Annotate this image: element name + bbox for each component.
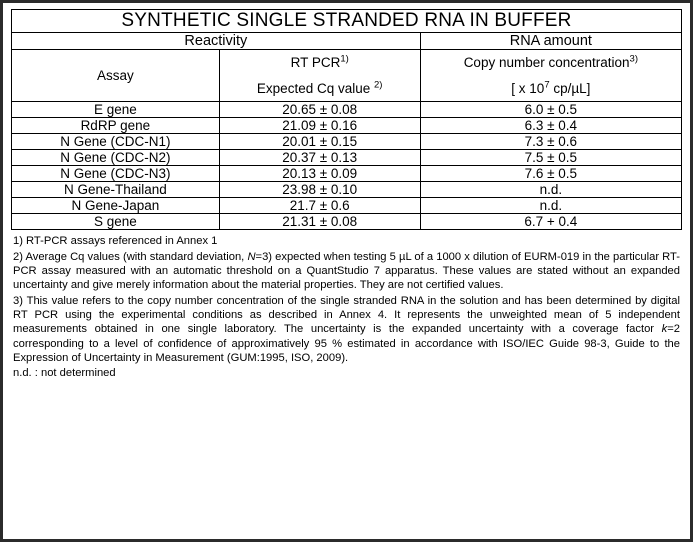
assay-name: N Gene (CDC-N3) (12, 166, 220, 182)
table-row (12, 182, 682, 198)
footnote-marker-3: 3) (629, 53, 638, 65)
column-header-assay: Assay (12, 50, 220, 102)
assay-name: N Gene (CDC-N2) (12, 150, 220, 166)
assay-name: N Gene-Japan (12, 198, 220, 214)
copy-number: n.d. (420, 198, 681, 214)
column-header-copy-line2: [ x $10^7$ cp/µL] (511, 79, 591, 96)
group-header-reactivity: Reactivity (12, 33, 421, 50)
copy-number: n.d. (420, 182, 681, 198)
table-row (12, 166, 682, 182)
column-header-copy-line1: Copy number concentration$^{3)}$ (463, 53, 638, 70)
column-header-copy-number (420, 50, 681, 102)
footnote-marker-2: 2) (374, 79, 383, 91)
cq-value: 20.13 ± 0.09 (219, 166, 420, 182)
table-row (12, 198, 682, 214)
copy-number: 6.7 + 0.4 (420, 214, 681, 230)
copy-number: 7.3 ± 0.6 (420, 134, 681, 150)
cq-value: 21.09 ± 0.16 (219, 118, 420, 134)
footnote-3-part-b: =2 corresponding to a level of confidence of approximatively 95 % estimated in accordance with ISO/IEC Guide 98-3, Guide to the Expression of Uncertainty in Measurement (GUM:1995, ISO, 2009). (13, 323, 680, 364)
table-row (12, 134, 682, 150)
footnote-2-part-b: =3) expected when testing 5 µL of a 1000 x dilution of EURM-019 in the particular RT-PCR assay measured with an automatic threshold on a QuantStudio 7 apparatus. These values are stated without an expanded uncertainty and give merely information about the material properties. They are not certified values. (13, 250, 680, 292)
cq-value: 20.65 ± 0.08 (219, 102, 420, 118)
exponent-7: 7 (544, 79, 550, 91)
footnote-2-italic: N (247, 250, 256, 263)
assay-name: RdRP gene (12, 118, 220, 134)
group-header-row (12, 33, 682, 50)
page-title: SYNTHETIC SINGLE STRANDED RNA IN BUFFER (12, 10, 682, 33)
group-header-rna-amount: RNA amount (420, 33, 681, 50)
cq-value: 20.01 ± 0.15 (219, 134, 420, 150)
column-header-rtpcr-line2: Expected Cq value $^{2)}$ (256, 79, 383, 96)
table-row (12, 150, 682, 166)
footnote-3-italic: k (661, 323, 668, 336)
footnote-2 (13, 250, 680, 293)
assay-name: S gene (12, 214, 220, 230)
assay-name: N Gene-Thailand (12, 182, 220, 198)
cq-value: 23.98 ± 0.10 (219, 182, 420, 198)
table-row (12, 102, 682, 118)
cq-value: 20.37 ± 0.13 (219, 150, 420, 166)
table-row (12, 118, 682, 134)
table-row (12, 214, 682, 230)
footnote-marker-1: 1) (340, 53, 349, 65)
cq-value: 21.31 ± 0.08 (219, 214, 420, 230)
copy-number: 6.0 ± 0.5 (420, 102, 681, 118)
table-title-row (12, 10, 682, 33)
assay-name: E gene (12, 102, 220, 118)
footnote-nd: n.d. : not determined (13, 367, 116, 380)
column-header-rtpcr (219, 50, 420, 102)
footnote-3 (13, 294, 680, 366)
footnote-1: 1) RT-PCR assays referenced in Annex 1 (13, 235, 218, 248)
copy-number: 7.6 ± 0.5 (420, 166, 681, 182)
sub-header-row (12, 50, 682, 102)
copy-number: 7.5 ± 0.5 (420, 150, 681, 166)
footnote-3-part-a: 3) This value refers to the copy number concentration of the single stranded RNA in the solution and has been determined by digital RT PCR using the experimental conditions as described in Annex 4. It represents the unweighted mean of 5 independent measurements obtained in one single laboratory. The uncertainty is the expanded uncertainty with a coverage factor (13, 294, 680, 336)
footnotes-section (11, 230, 682, 380)
column-header-rtpcr-line1: RT PCR$^{1)}$ (290, 53, 349, 70)
cq-value: 21.7 ± 0.6 (219, 198, 420, 214)
assay-name: N Gene (CDC-N1) (12, 134, 220, 150)
copy-number: 6.3 ± 0.4 (420, 118, 681, 134)
results-table (11, 9, 682, 230)
footnote-2-part-a: 2) Average Cq values (with standard deviation, (13, 250, 248, 263)
